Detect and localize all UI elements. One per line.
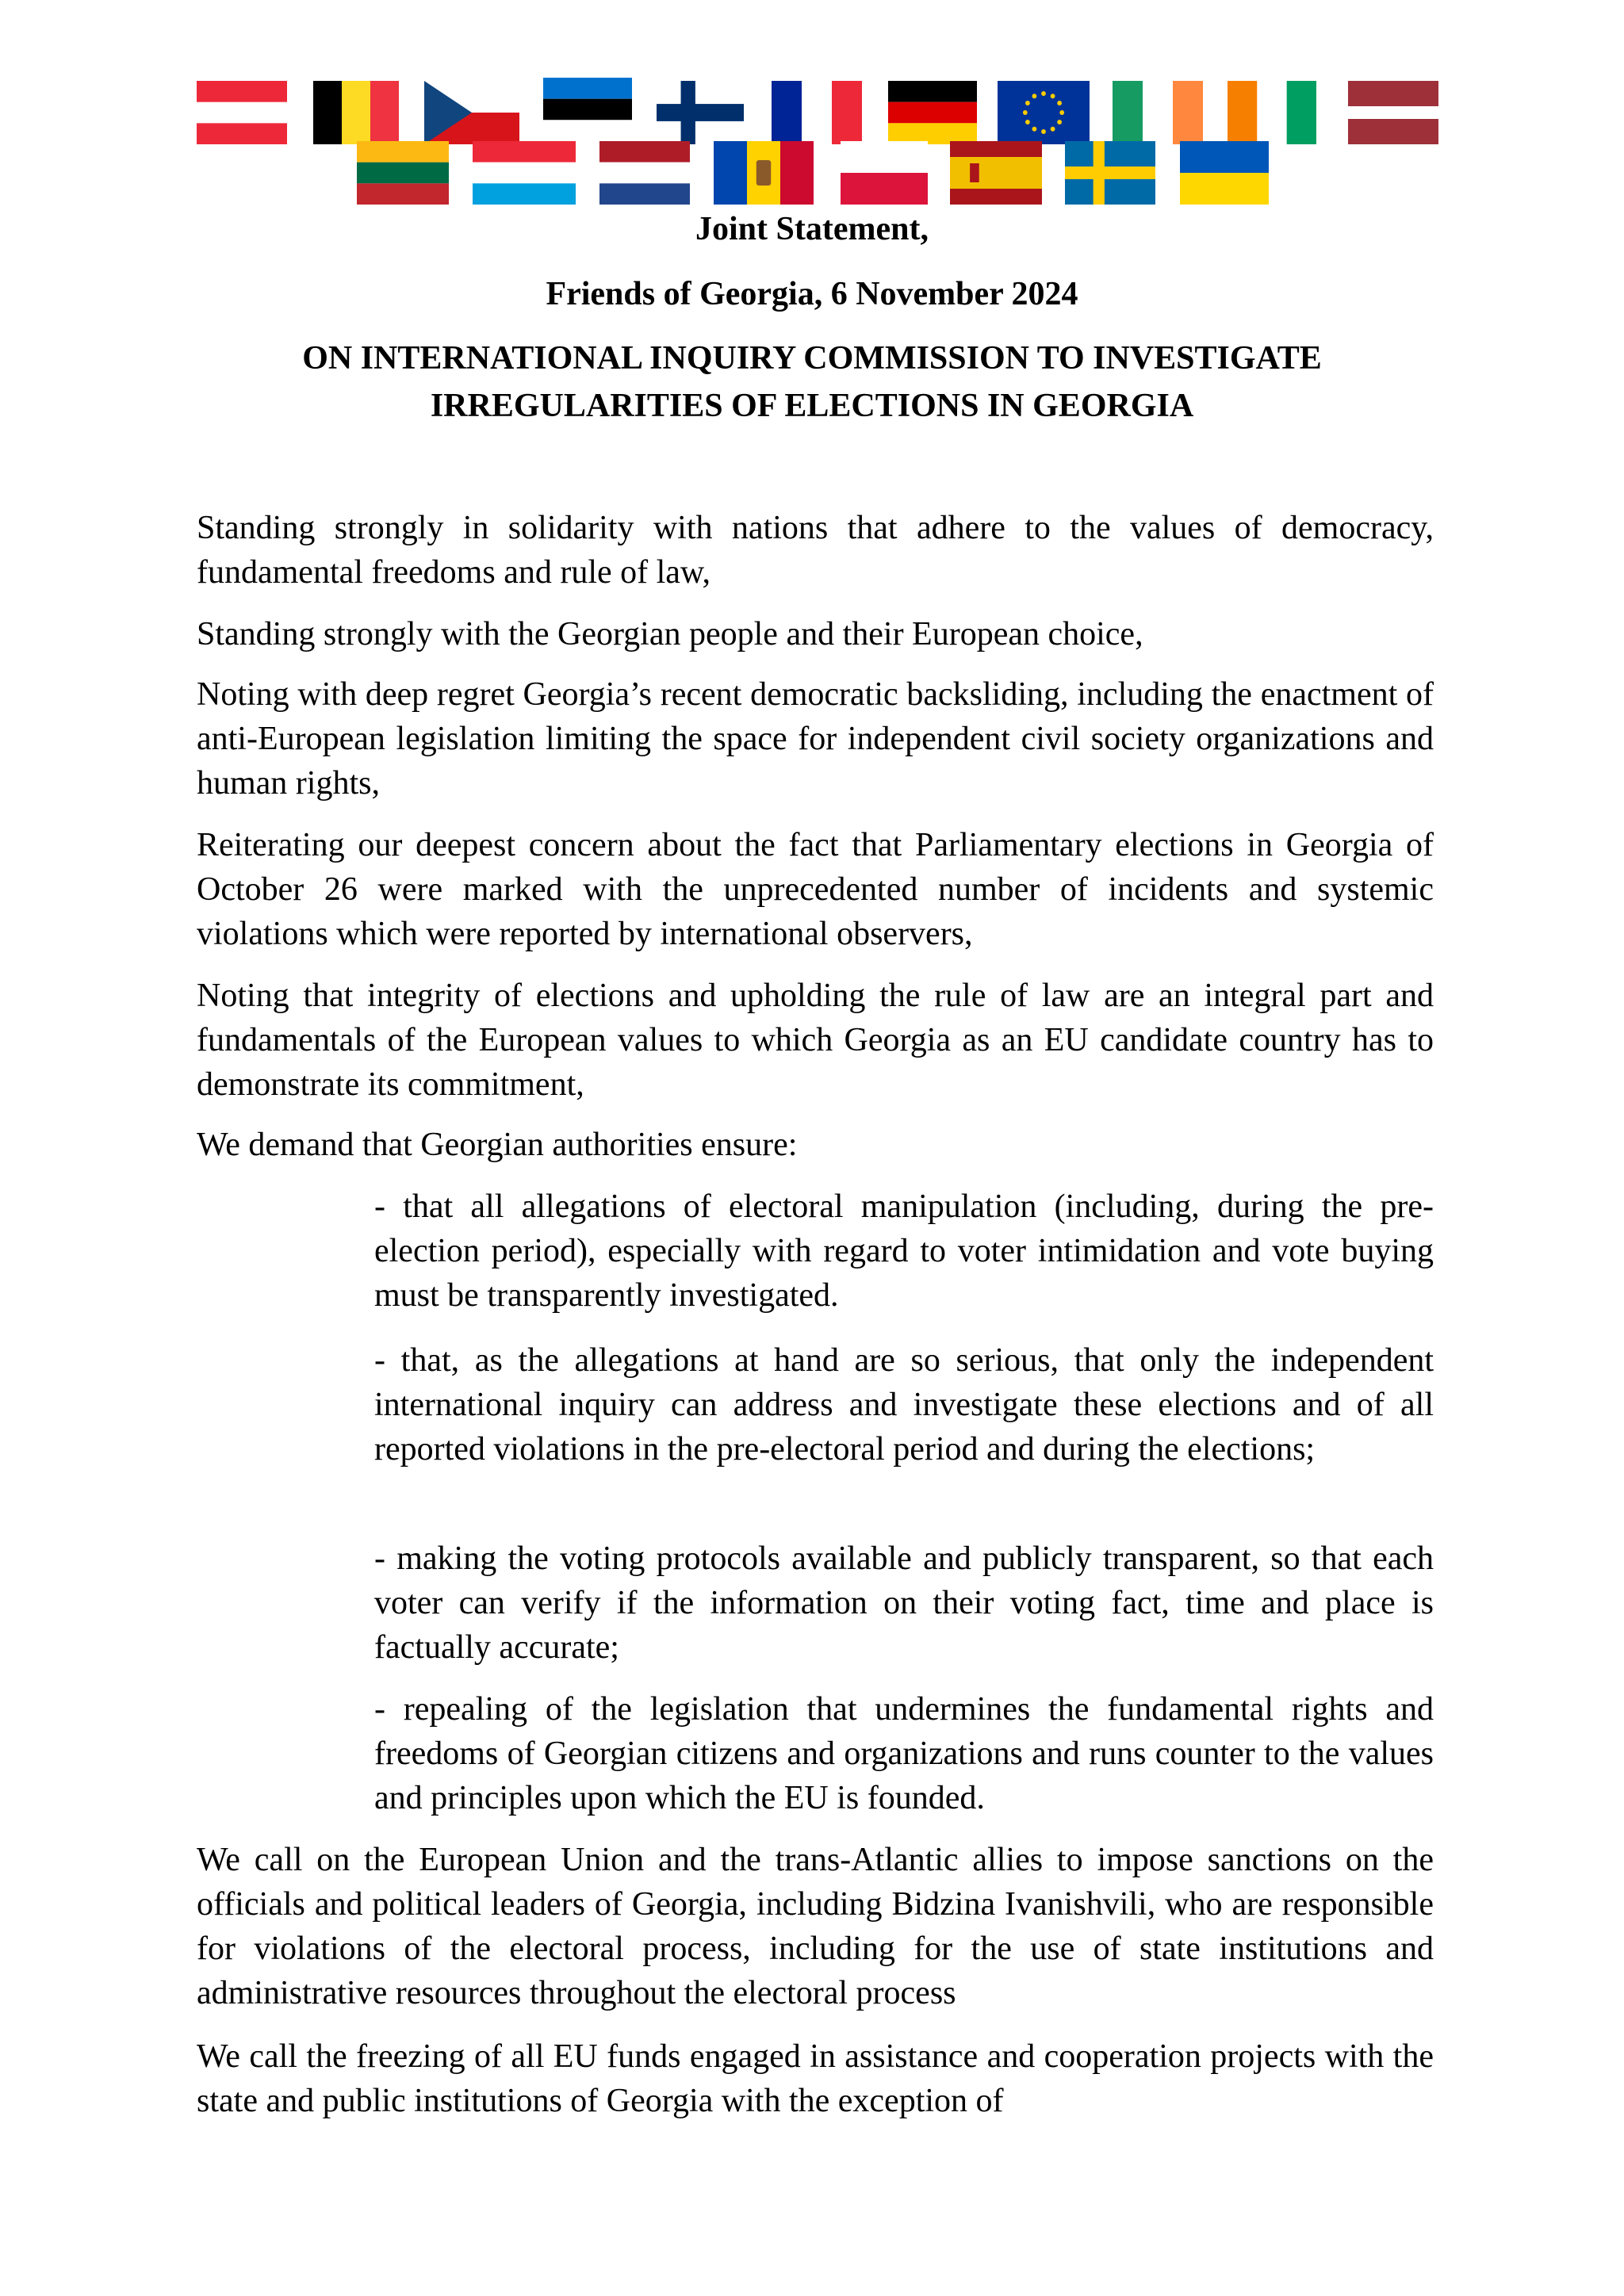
ukraine-flag-icon: [1180, 141, 1269, 205]
austria-flag-icon: [197, 81, 287, 144]
poland-flag-icon: [841, 141, 928, 205]
paragraph: Reiterating our deepest concern about the fact that Parliamentary elections in Georgia of October 26 were marked with the unprecedented number of incidents and systemic violations which were reported by international observers,: [197, 827, 1434, 952]
spain-flag-icon: [950, 141, 1042, 205]
moldova-flag-icon: [714, 141, 814, 205]
paragraph: We demand that Georgian authorities ensure:: [197, 1127, 798, 1163]
statement-heading: Joint Statement,: [695, 211, 929, 247]
sweden-flag-icon: [1065, 141, 1155, 205]
finland-flag-icon: [657, 81, 744, 144]
demand-item: - making the voting protocols available and publicly transparent, so that each voter can verify if the information on their voting fact, time and place is factually accurate;: [374, 1540, 1434, 1666]
paragraph: Noting that integrity of elections and upholding the rule of law are an integral part and fundamentals of the European values to which Georgia as an EU candidate country has to demonstrate its commitment,: [197, 978, 1434, 1103]
ivory-coast-flag-icon: [1228, 81, 1316, 144]
statement-subheading: Friends of Georgia, 6 November 2024: [546, 276, 1078, 312]
eu-flag-icon: [998, 81, 1090, 144]
statement-title: [0, 335, 1624, 430]
czechia-flag-icon: [424, 81, 519, 144]
belgium-flag-icon: [313, 81, 399, 144]
netherlands-flag-icon: [599, 141, 690, 205]
paragraph: Standing strongly with the Georgian people and their European choice,: [197, 616, 1143, 652]
paragraph: Noting with deep regret Georgia’s recent democratic backsliding, including the enactment of anti-European legislation limiting the space for independent civil society organizations and human rights,: [197, 676, 1434, 802]
ireland-flag-icon: [1113, 81, 1203, 144]
demand-item: - that all allegations of electoral manipulation (including, during the pre-election period), especially with regard to voter intimidation and vote buying must be transparently investigated.: [374, 1188, 1434, 1314]
demand-item: - that, as the allegations at hand are so serious, that only the independent international inquiry can address and investigate these elections and of all reported violations in the pre-electoral period and during the elections;: [374, 1342, 1434, 1468]
estonia-flag-icon: [543, 78, 632, 141]
paragraph: We call on the European Union and the trans-Atlantic allies to impose sanctions on the officials and political leaders of Georgia, including Bidzina Ivanishvili, who are responsible for violations of the electoral process, including for the use of state institutions and administrative resources throughout the electoral process: [197, 1842, 1434, 2011]
lithuania-flag-icon: [357, 141, 449, 205]
latvia-flag-icon: [1348, 81, 1438, 144]
title-line: IRREGULARITIES OF ELECTIONS IN GEORGIA: [430, 388, 1194, 424]
france-flag-icon: [772, 81, 862, 144]
paragraph: We call the freezing of all EU funds engaged in assistance and cooperation projects with the state and public institutions of Georgia with the exception of: [197, 2038, 1434, 2119]
demand-item: - repealing of the legislation that undermines the fundamental rights and freedoms of Georgian citizens and organizations and runs counter to the values and principles upon which the EU is founded.: [374, 1691, 1434, 1816]
title-line: ON INTERNATIONAL INQUIRY COMMISSION TO INVESTIGATE: [302, 340, 1322, 377]
paragraph: Standing strongly in solidarity with nations that adhere to the values of democracy, fundamental freedoms and rule of law,: [197, 510, 1434, 591]
germany-flag-icon: [888, 81, 977, 144]
luxembourg-flag-icon: [473, 141, 576, 205]
